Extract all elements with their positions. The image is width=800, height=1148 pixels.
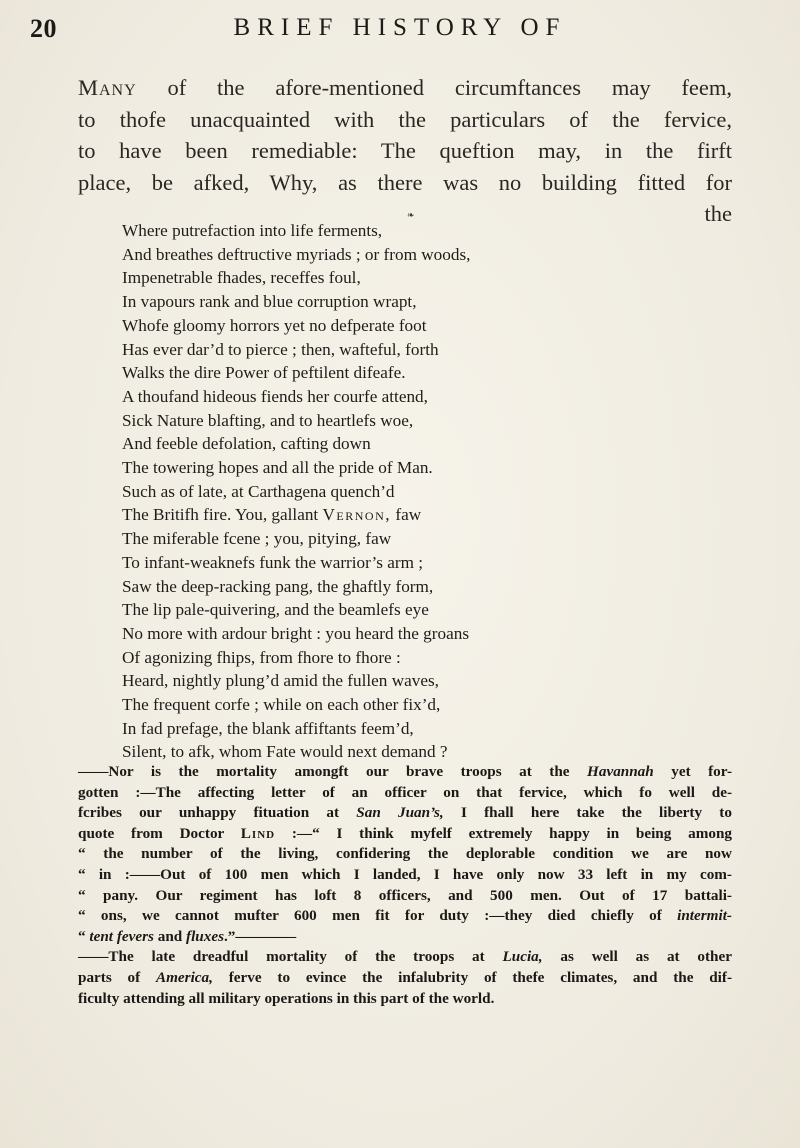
catchword: the xyxy=(704,201,732,226)
verse-line: The frequent corfe ; while on each other fix’d, xyxy=(122,695,441,715)
verse-line: Impenetrable fhades, receffes foul, xyxy=(122,268,361,288)
verse-line: The miferable fcene ; you, pitying, faw xyxy=(122,529,392,549)
note-line: gotten :—The affecting letter of an officer on that fervice, which fo well de- xyxy=(78,783,732,801)
verse-line: Such as of late, at Carthagena quench’d xyxy=(122,481,395,501)
note-italic: Havannah xyxy=(587,763,654,780)
verse-line: And breathes deftructive myriads ; or from woods, xyxy=(122,244,471,264)
prose-line: to thofe unacquainted with the particulars of the fervice, xyxy=(78,106,732,132)
page-header xyxy=(30,14,770,54)
verse-line: Where putrefaction into life ferments, xyxy=(122,221,383,240)
prose-line xyxy=(78,72,732,104)
note-line xyxy=(78,824,732,845)
note-text: parts of xyxy=(78,968,156,986)
opening-word: Many xyxy=(78,75,137,100)
opening-line-text: of the afore-mentioned circumftances may feem, xyxy=(136,75,732,100)
note-italic: America, xyxy=(155,968,213,986)
verse-line: A thoufand hideous fiends her courfe attend, xyxy=(122,386,428,406)
note-line xyxy=(78,927,732,948)
note-line xyxy=(78,968,732,989)
note-text: fcribes our unhappy fituation at xyxy=(78,804,357,822)
ornament-mark: ❧ xyxy=(407,210,415,220)
running-head: BRIEF HISTORY OF xyxy=(233,14,567,41)
verse-line: Heard, nightly plung’d amid the fullen waves, xyxy=(122,671,439,691)
note-text: quote from Doctor xyxy=(78,824,241,842)
verse-line: And feeble defolation, cafting down xyxy=(122,434,371,454)
note-line: “ the number of the living, confidering the deplorable condition we are now xyxy=(78,845,732,863)
footnote-block xyxy=(78,762,732,1009)
prose-line: place, be afked, Why, as there was no building fitted for xyxy=(78,169,732,195)
verse-line: Of agonizing fhips, from fhore to fhore : xyxy=(122,647,401,667)
vernon-name: Vernon, xyxy=(322,505,392,525)
note-line xyxy=(78,947,732,968)
note-italic: intermit- xyxy=(677,907,732,925)
note-line: “ pany. Our regiment has loft 8 officers, and 500 men. Out of 17 battali- xyxy=(78,886,732,904)
note-line: ficulty attending all military operations in this part of the world. xyxy=(78,989,495,1007)
verse-line: Walks the dire Power of peftilent difeafe. xyxy=(122,363,406,383)
verse-quotation xyxy=(122,219,642,764)
note-line xyxy=(78,803,732,824)
note-smallcaps: Lind xyxy=(240,824,276,842)
verse-line: The lip pale-quivering, and the beamlefs eye xyxy=(122,600,429,620)
note-text: I fhall here take the liberty to xyxy=(443,804,732,822)
verse-line: Saw the deep-racking pang, the ghaftly form, xyxy=(122,576,434,596)
note-text: as well as at other xyxy=(542,948,732,966)
note-text: and xyxy=(153,927,187,945)
verse-line: In vapours rank and blue corruption wrapt, xyxy=(122,292,417,312)
note-italic: San Juan’s, xyxy=(356,804,444,822)
verse-line-vernon xyxy=(122,503,642,527)
note-italic: tent fevers xyxy=(89,927,154,945)
note-text: :—“ I think myfelf extremely happy in being among xyxy=(275,824,732,842)
verse-line: Has ever dar’d to pierce ; then, wafteful, forth xyxy=(122,339,439,359)
verse-line-end: faw xyxy=(391,505,422,525)
verse-line: The towering hopes and all the pride of Man. xyxy=(122,458,433,478)
note-text: yet for- xyxy=(653,763,733,780)
note-line: “ in :——Out of 100 men which I landed, I have only now 33 left in my com- xyxy=(78,865,732,883)
verse-line: Silent, to afk, whom Fate would next demand ? xyxy=(122,742,448,762)
verse-line: In fad prefage, the blank affiftants feem’d, xyxy=(122,718,414,738)
note-text: “ ons, we cannot mufter 600 men fit for duty :—they died chiefly of xyxy=(78,907,678,925)
note-text: ——Nor is the mortality amongft our brave troops at the xyxy=(78,763,588,780)
body-paragraph xyxy=(78,72,732,230)
note-line xyxy=(78,762,732,783)
verse-line: To infant-weaknefs funk the warrior’s arm ; xyxy=(122,552,424,572)
note-line xyxy=(78,906,732,927)
note-italic: fluxes xyxy=(186,927,224,945)
note-text: “ xyxy=(78,927,90,945)
verse-line-text: The Britifh fire. You, gallant xyxy=(122,505,319,525)
note-text: ferve to evince the infalubrity of thefe climates, and the dif- xyxy=(212,968,733,986)
verse-line: No more with ardour bright : you heard the groans xyxy=(122,623,470,643)
verse-line: Sick Nature blafting, and to heartlefs woe, xyxy=(122,410,414,430)
page-number: 20 xyxy=(30,14,57,43)
note-italic: Lucia, xyxy=(502,948,543,966)
prose-line: to have been remediable: The queftion may, in the firft xyxy=(78,138,732,163)
note-text: .”———— xyxy=(223,927,297,945)
note-text: ——The late dreadful mortality of the troops at xyxy=(78,948,503,966)
verse-line: Whofe gloomy horrors yet no defperate foot xyxy=(122,315,427,335)
